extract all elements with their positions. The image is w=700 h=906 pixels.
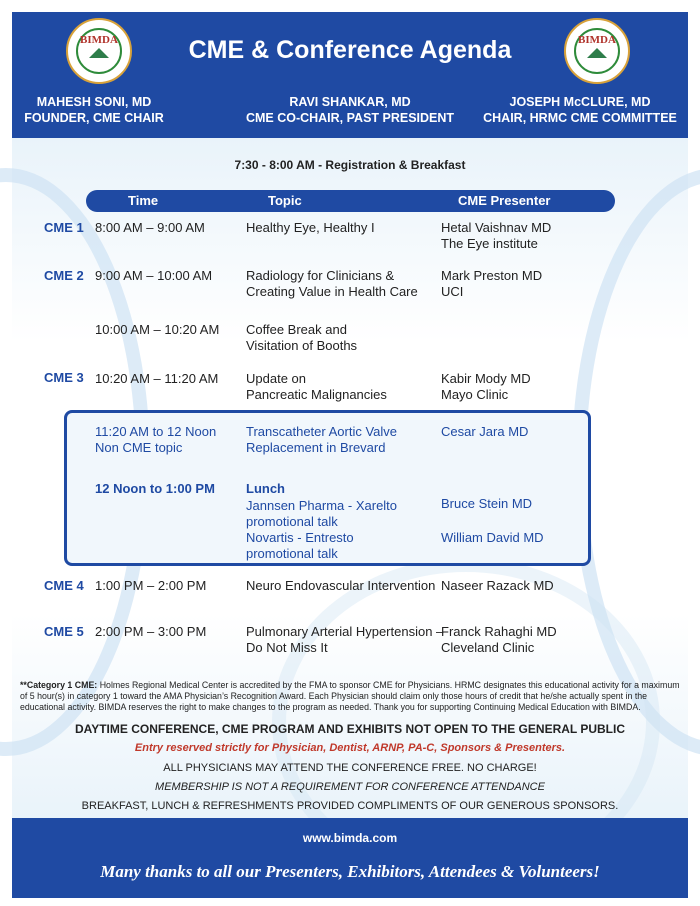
session-presenter: Franck Rahaghi MD Cleveland Clinic: [441, 624, 557, 655]
non-cme-time: 11:20 AM to 12 Noon Non CME topic: [95, 424, 217, 455]
website-link[interactable]: www.bimda.com: [302, 831, 398, 845]
session-time: 10:00 AM – 10:20 AM: [95, 322, 220, 337]
page-title: CME & Conference Agenda: [188, 36, 512, 64]
session-time: 9:00 AM – 10:00 AM: [95, 268, 213, 283]
footer-banner: [12, 818, 688, 898]
header-banner: [12, 12, 688, 138]
chair-role: CME CO-CHAIR, PAST PRESIDENT: [245, 111, 455, 125]
sponsors-notice: BREAKFAST, LUNCH & REFRESHMENTS PROVIDED COMPLIMENTS OF OUR GENEROUS SPONSORS.: [81, 800, 619, 812]
session-time: 2:00 PM – 3:00 PM: [95, 624, 207, 639]
logo-text: BIMDA: [578, 34, 616, 46]
cme-label: CME 4: [44, 578, 84, 593]
logo-text: BIMDA: [80, 34, 118, 46]
cme-label: CME 3: [44, 370, 84, 385]
session-topic: Healthy Eye, Healthy I: [246, 220, 375, 235]
session-topic: Update on Pancreatic Malignancies: [246, 371, 387, 402]
talk-1: Jannsen Pharma - Xarelto promotional talk: [246, 498, 398, 529]
lunch-time: 12 Noon to 1:00 PM: [95, 481, 215, 496]
free-notice: ALL PHYSICIANS MAY ATTEND THE CONFERENCE FREE. NO CHARGE!: [163, 762, 537, 774]
chair-2: [230, 94, 470, 126]
session-time: 10:20 AM – 11:20 AM: [95, 371, 219, 386]
cme-label: CME 1: [44, 220, 84, 235]
footnote-label: **Category 1 CME:: [20, 680, 98, 690]
session-time: 8:00 AM – 9:00 AM: [95, 220, 205, 235]
session-topic: Pulmonary Arterial Hypertension – Do Not Miss It: [246, 624, 444, 655]
talk-2: Novartis - Entresto promotional talk: [246, 530, 354, 561]
table-header: [86, 190, 615, 212]
session-topic: Neuro Endovascular Intervention: [246, 578, 436, 593]
chair-1: [14, 94, 174, 126]
not-open-notice: DAYTIME CONFERENCE, CME PROGRAM AND EXHIBITS NOT OPEN TO THE GENERAL PUBLIC: [74, 722, 626, 736]
entry-notice: Entry reserved strictly for Physician, Dentist, ARNP, PA-C, Sponsors & Presenters.: [134, 742, 566, 754]
lunch-label: Lunch: [246, 481, 285, 496]
chair-name: RAVI SHANKAR, MD: [289, 95, 411, 109]
non-cme-presenter: Cesar Jara MD: [441, 424, 529, 439]
cme-label: CME 2: [44, 268, 84, 283]
membership-notice: MEMBERSHIP IS NOT A REQUIREMENT FOR CONFERENCE ATTENDANCE: [155, 781, 545, 793]
chair-role: FOUNDER, CME CHAIR: [24, 111, 164, 125]
footnote: [20, 680, 682, 713]
session-topic: Coffee Break and Visitation of Booths: [246, 322, 358, 353]
talk-2-presenter: William David MD: [441, 530, 544, 545]
session-presenter: Kabir Mody MD Mayo Clinic: [441, 371, 531, 402]
footnote-text: Holmes Regional Medical Center is accredited by the FMA to sponsor CME for Physicians. HRMC designates this educational activity for a maximum of 5 hour(s) in category 1 toward the AMA Physician’s Recognition Award. Each Physician should claim only those hours of credit that he/she actually spent in the educational activity. BIMDA reserves the right to make changes to the program as needed. Thank you for supporting Continuing Medical Education with BIMDA.: [20, 680, 680, 712]
chair-role: CHAIR, HRMC CME COMMITTEE: [483, 111, 677, 125]
session-presenter: Hetal Vaishnav MD The Eye institute: [441, 220, 552, 251]
chair-name: JOSEPH McCLURE, MD: [509, 95, 651, 109]
session-topic: Radiology for Clinicians & Creating Value in Health Care: [246, 268, 418, 299]
header-topic: Topic: [268, 193, 302, 208]
talk-1-presenter: Bruce Stein MD: [441, 496, 533, 511]
session-time: 1:00 PM – 2:00 PM: [95, 578, 207, 593]
cme-label: CME 5: [44, 624, 84, 639]
session-presenter: Mark Preston MD UCI: [441, 268, 543, 299]
chair-name: MAHESH SONI, MD: [36, 95, 152, 109]
chair-3: [474, 94, 686, 126]
session-presenter: Naseer Razack MD: [441, 578, 554, 593]
thanks-message: Many thanks to all our Presenters, Exhibitors, Attendees & Volunteers!: [100, 862, 600, 881]
non-cme-topic: Transcatheter Aortic Valve Replacement in Brevard: [246, 424, 398, 455]
header-presenter: CME Presenter: [458, 193, 551, 208]
registration-line: 7:30 - 8:00 AM - Registration & Breakfast: [234, 158, 466, 172]
header-time: Time: [128, 193, 159, 208]
